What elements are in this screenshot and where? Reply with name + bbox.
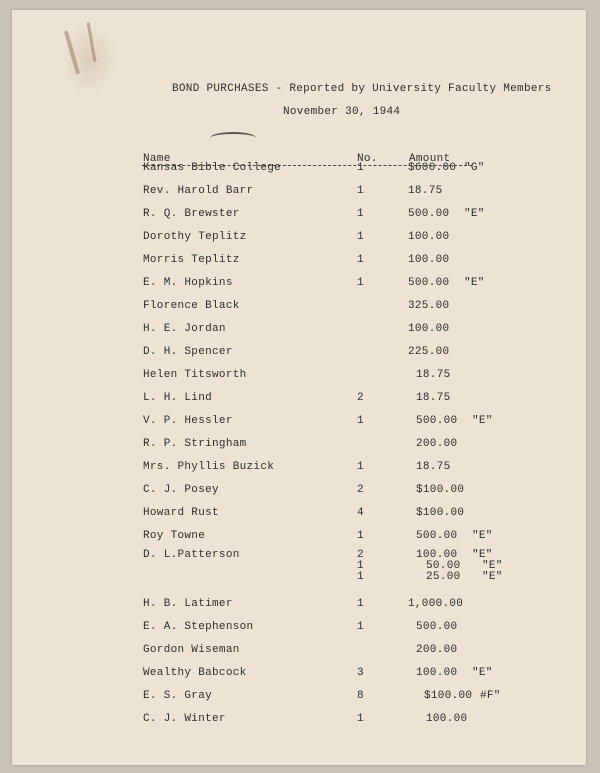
table-row [12, 300, 586, 314]
table-row [12, 571, 586, 585]
row-bond-type: "E" [464, 208, 485, 220]
row-name: Wealthy Babcock [143, 667, 247, 679]
table-row [12, 530, 586, 544]
row-amount: 200.00 [416, 644, 458, 656]
row-count: 1 [357, 530, 364, 542]
row-bond-type: "E" [482, 571, 503, 583]
row-count: 1 [357, 560, 364, 572]
row-amount: 100.00 [416, 549, 458, 561]
row-name: Helen Titsworth [143, 369, 247, 381]
row-bond-type: "E" [464, 277, 485, 289]
table-row [12, 162, 586, 176]
row-amount: 225.00 [408, 346, 450, 358]
row-name: D. H. Spencer [143, 346, 233, 358]
row-count: 2 [357, 392, 364, 404]
table-row [12, 346, 586, 360]
row-count: 1 [357, 598, 364, 610]
row-amount: $100.00 [416, 484, 465, 496]
row-count: 1 [357, 185, 364, 197]
table-row [12, 369, 586, 383]
table-row [12, 461, 586, 475]
row-bond-type: "G" [464, 162, 485, 174]
row-count: 1 [357, 254, 364, 266]
table-row [12, 644, 586, 658]
row-amount: $600.00 [408, 162, 457, 174]
row-bond-type: "E" [472, 415, 493, 427]
row-amount: 18.75 [416, 369, 451, 381]
row-name: E. M. Hopkins [143, 277, 233, 289]
row-amount: 18.75 [416, 392, 451, 404]
header-name: Name [143, 153, 171, 165]
table-row [12, 690, 586, 704]
row-amount: 18.75 [416, 461, 451, 473]
header-no: No. [357, 153, 378, 165]
row-bond-type: "E" [482, 560, 503, 572]
row-count: 1 [357, 713, 364, 725]
table-row [12, 254, 586, 268]
row-name: V. P. Hessler [143, 415, 233, 427]
row-amount: 500.00 [408, 277, 450, 289]
table-row [12, 621, 586, 635]
row-name: E. A. Stephenson [143, 621, 254, 633]
row-name: C. J. Posey [143, 484, 219, 496]
row-name: H. E. Jordan [143, 323, 226, 335]
table-row [12, 415, 586, 429]
row-name: Morris Teplitz [143, 254, 240, 266]
row-name: R. P. Stringham [143, 438, 247, 450]
row-bond-type: "E" [472, 549, 493, 561]
row-amount: 100.00 [416, 667, 458, 679]
row-name: R. Q. Brewster [143, 208, 240, 220]
row-amount: 200.00 [416, 438, 458, 450]
table-row [12, 323, 586, 337]
row-amount: 1,000.00 [408, 598, 464, 610]
document-title: BOND PURCHASES - Reported by University Faculty Members [172, 83, 552, 95]
row-name: C. J. Winter [143, 713, 226, 725]
row-name: Howard Rust [143, 507, 219, 519]
row-amount: 25.00 [426, 571, 461, 583]
row-count: 2 [357, 484, 364, 496]
row-name: Florence Black [143, 300, 240, 312]
row-amount: 18.75 [408, 185, 443, 197]
row-name: Mrs. Phyllis Buzick [143, 461, 275, 473]
row-name: Kansas Bible College [143, 162, 282, 174]
row-count: 4 [357, 507, 364, 519]
table-row [12, 438, 586, 452]
table-row [12, 667, 586, 681]
row-name: E. S. Gray [143, 690, 213, 702]
row-amount: 325.00 [408, 300, 450, 312]
row-amount: 100.00 [426, 713, 468, 725]
row-count: 8 [357, 690, 364, 702]
row-amount: 100.00 [408, 231, 450, 243]
row-amount: 100.00 [408, 323, 450, 335]
row-amount: 500.00 [416, 530, 458, 542]
row-count: 1 [357, 162, 364, 174]
table-row [12, 507, 586, 521]
row-count: 1 [357, 208, 364, 220]
row-name: H. B. Latimer [143, 598, 233, 610]
table-row [12, 598, 586, 612]
row-amount: 500.00 [408, 208, 450, 220]
row-count: 1 [357, 277, 364, 289]
row-amount: $100.00 [416, 507, 465, 519]
document-date: November 30, 1944 [283, 106, 401, 118]
table-row [12, 185, 586, 199]
row-name: Gordon Wiseman [143, 644, 240, 656]
table-row [12, 208, 586, 222]
row-name: Rev. Harold Barr [143, 185, 254, 197]
row-bond-type: "E" [472, 530, 493, 542]
row-name: Roy Towne [143, 530, 206, 542]
row-amount: 100.00 [408, 254, 450, 266]
row-amount: $100.00 [424, 690, 473, 702]
table-row [12, 392, 586, 406]
table-row [12, 484, 586, 498]
row-name: L. H. Lind [143, 392, 213, 404]
row-count: 1 [357, 461, 364, 473]
pencil-mark [210, 132, 256, 144]
row-bond-type: "E" [472, 667, 493, 679]
row-amount: 500.00 [416, 415, 458, 427]
row-count: 1 [357, 231, 364, 243]
row-amount: 50.00 [426, 560, 461, 572]
table-row [12, 713, 586, 727]
row-count: 2 [357, 549, 364, 561]
table-row [12, 231, 586, 245]
row-name: Dorothy Teplitz [143, 231, 247, 243]
row-count: 3 [357, 667, 364, 679]
row-name: D. L.Patterson [143, 549, 240, 561]
row-count: 1 [357, 621, 364, 633]
row-bond-type: #F" [480, 690, 501, 702]
table-row [12, 277, 586, 291]
document-page [12, 10, 586, 765]
row-count: 1 [357, 571, 364, 583]
row-count: 1 [357, 415, 364, 427]
header-amount: Amount [409, 153, 451, 165]
row-amount: 500.00 [416, 621, 458, 633]
